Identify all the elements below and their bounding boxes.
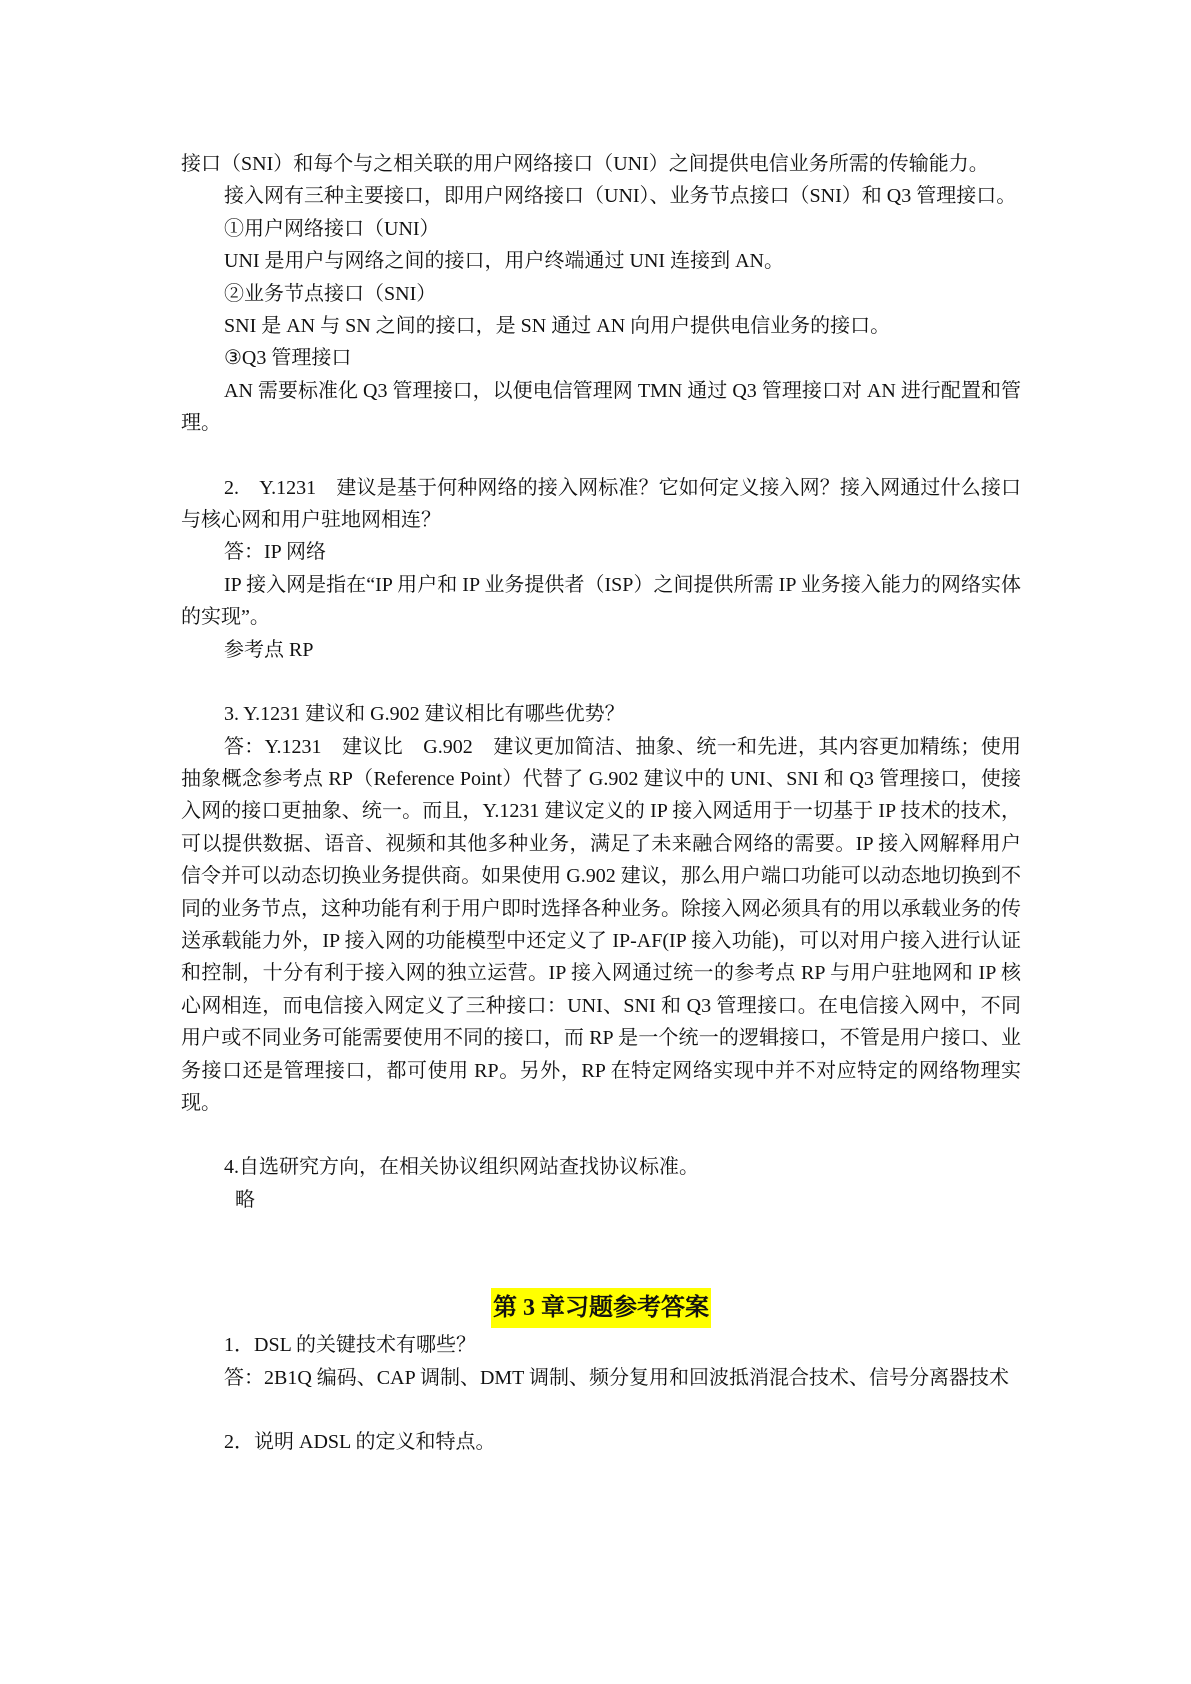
chapter3-question-2: 2．说明 ADSL 的定义和特点。 [224, 1431, 496, 1453]
ip-access-network-definition: IP 接入网是指在“IP 用户和 IP 业务提供者（ISP）之间提供所需 IP 业务接入能力的网络实体的实现”。 [181, 573, 1021, 629]
question-2: 2. Y.1231 建议是基于何种网络的接入网标准？它如何定义接入网？接入网通过什么接口与核心网和用户驻地网相连？ [181, 476, 1021, 532]
spacer [181, 1394, 1021, 1426]
reference-point-rp: 参考点 RP [224, 638, 314, 661]
paragraph-an-definition-cont: 接口（SNI）和每个与之相关联的用户网络接口（UNI）之间提供电信业务所需的传输能力。 [181, 153, 989, 175]
spacer [181, 1119, 1021, 1151]
chapter3-answer-1: 答：2B1Q 编码、CAP 调制、DMT 调制、频分复用和回波抵消混合技术、信号分离器技术 [224, 1366, 1010, 1389]
answer-2: 答：IP 网络 [224, 541, 327, 564]
answer-4: 略 [235, 1188, 255, 1211]
chapter-3-heading: 第 3 章习题参考答案 [491, 1288, 711, 1328]
paragraph-three-interfaces: 接入网有三种主要接口，即用户网络接口（UNI）、业务节点接口（SNI）和 Q3 管理接口。 [224, 185, 1017, 208]
q3-interface-title: ③Q3 管理接口 [224, 347, 352, 370]
answer-3: 答：Y.1231 建议比 G.902 建议更加简洁、抽象、统一和先进，其内容更加精练；使用抽象概念参考点 RP（Reference Point）代替了 G.902 建议中的 UNI、SNI 和 Q3 管理接口，使接入网的接口更抽象、统一。而且，Y.1231 建议定义的 IP 接入网适用于一切基于 IP 技术的技术，可以提供数据、语音、视频和其他多种业务，满足了未来融合网络的需要。IP 接入网解释用户信令并可以动态切换业务提供商。如果使用 G.902 建议，那么用户端口功能可以动态地切换到不同的业务节点，这种功能有利于用户即时选择各种业务。除接入网必须具有的用以承载业务的传送承载能力外，IP 接入网的功能模型中还定义了 IP-AF(IP 接入功能)，可以对用户接入进行认证和控制，十分有利于接入网的独立运营。IP 接入网通过统一的参考点 RP 与用户驻地网和 IP 核心网相连，而电信接入网定义了三种接口：UNI、SNI 和 Q3 管理接口。在电信接入网中，不同用户或不同业务可能需要使用不同的接口，而 RP 是一个统一的逻辑接口，不管是用户接口、业务接口还是管理接口，都可使用 RP。另外，RP 在特定网络实现中并不对应特定的网络物理实现。 [181, 735, 1021, 1114]
sni-title: ②业务节点接口（SNI） [224, 282, 437, 305]
spacer [181, 1216, 1021, 1288]
chapter-heading-row [181, 1288, 1021, 1329]
question-3: 3. Y.1231 建议和 G.902 建议相比有哪些优势？ [224, 703, 625, 726]
spacer [181, 440, 1021, 472]
q3-interface-description: AN 需要标准化 Q3 管理接口，以便电信管理网 TMN 通过 Q3 管理接口对 AN 进行配置和管理。 [181, 379, 1021, 435]
chapter3-question-1: 1．DSL 的关键技术有哪些？ [224, 1334, 477, 1357]
document-page [181, 148, 1021, 1458]
question-4: 4.自选研究方向，在相关协议组织网站查找协议标准。 [224, 1156, 699, 1179]
uni-title: ①用户网络接口（UNI） [224, 217, 440, 240]
uni-description: UNI 是用户与网络之间的接口，用户终端通过 UNI 连接到 AN。 [224, 250, 784, 273]
spacer [181, 666, 1021, 698]
sni-description: SNI 是 AN 与 SN 之间的接口，是 SN 通过 AN 向用户提供电信业务的接口。 [224, 315, 891, 338]
